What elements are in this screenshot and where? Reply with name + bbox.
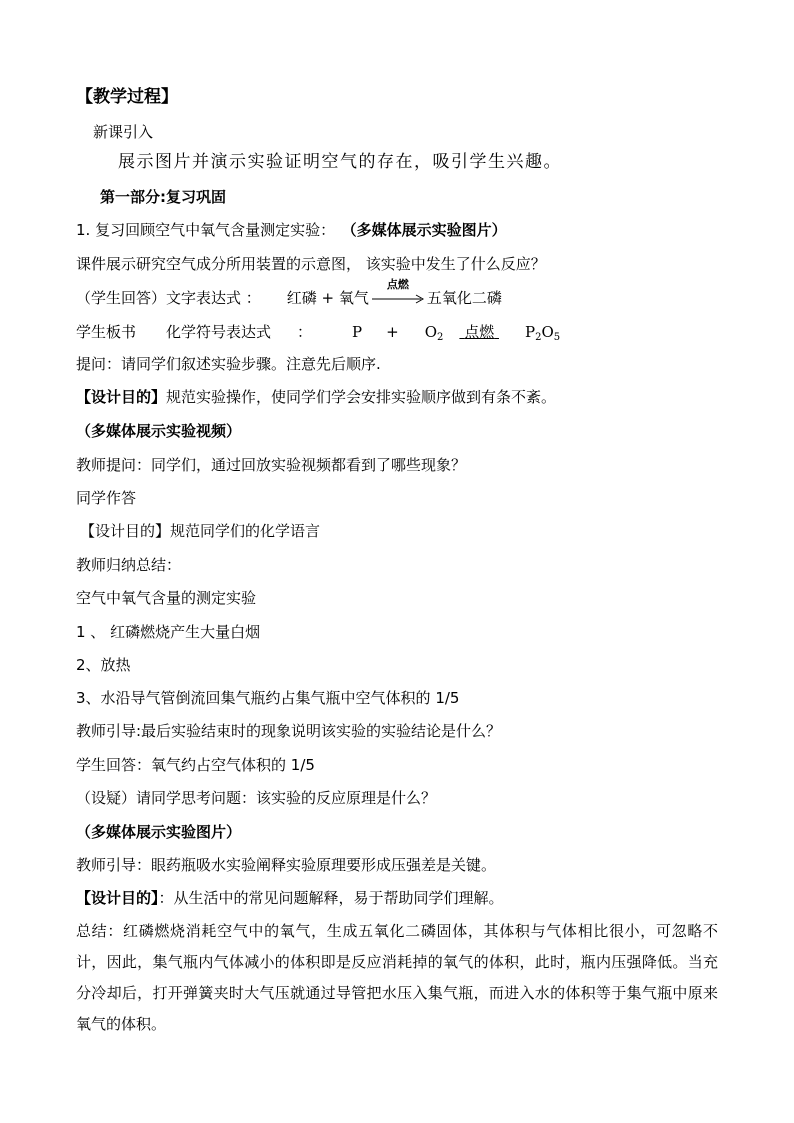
teacher-summary: 教师归纳总结： — [76, 556, 182, 574]
item-one-media-note: （多媒体展示实验图片） — [349, 221, 507, 239]
word-equation — [76, 278, 502, 308]
student-answer: 同学作答 — [76, 489, 137, 507]
design-purpose-3-text: ：从生活中的常见问题解释，易于帮助同学们理解。 — [158, 889, 504, 907]
part-one-heading: 第一部分:复习巩固 — [100, 188, 226, 206]
summary-title: 空气中氧气含量的测定实验 — [76, 589, 257, 607]
reaction-arrow — [371, 278, 425, 308]
reaction-condition: 点燃 — [386, 278, 409, 291]
teacher-question: 教师提问：同学们，通过回放实验视频都看到了哪些现象？ — [76, 456, 467, 474]
section-heading: 【教学过程】 — [76, 87, 178, 107]
design-purpose-3-tag: 【设计目的】 — [76, 889, 159, 907]
courseware-question: 课件展示研究空气成分所用装置的示意图， 该实验中发生了什么反应？ — [76, 255, 546, 273]
symbol-equation-colon: ： — [297, 323, 313, 341]
steps-question: 提问：请同学们叙述实验步骤。注意先后顺序. — [76, 355, 381, 373]
design-purpose-2: 【设计目的】规范同学们的化学语言 — [80, 522, 321, 540]
intro-text: 展示图片并演示实验证明空气的存在，吸引学生兴趣。 — [118, 152, 562, 172]
word-equation-reactants: 红磷 + 氧气 — [286, 289, 369, 307]
symbol-equation — [76, 322, 560, 342]
design-purpose-text: 规范实验操作，使同学们学会安排实验顺序做到有条不紊。 — [166, 388, 557, 406]
item-one-text: 1. 复习回顾空气中氧气含量测定实验： — [76, 221, 336, 239]
teacher-guide-2: 教师引导：眼药瓶吸水实验阐释实验原理要形成压强差是关键。 — [76, 856, 497, 874]
board-label: 学生板书 — [76, 323, 137, 341]
symbol-condition: 点燃 — [464, 323, 495, 341]
phenomenon-2: 2、放热 — [76, 656, 131, 674]
design-purpose-3 — [76, 888, 504, 908]
phenomenon-3: 3、水沿导气管倒流回集气瓶约占集气瓶中空气体积的 1/5 — [76, 689, 460, 707]
phenomenon-1: 1 、 红磷燃烧产生大量白烟 — [76, 623, 261, 641]
p2o5-formula: $P_2O_5$ — [524, 323, 561, 343]
plus-sign: + — [386, 323, 399, 341]
doubt-question: （设疑）请同学思考问题：该实验的反应原理是什么？ — [76, 789, 437, 807]
teacher-guide-1: 教师引导:最后实验结束时的现象说明该实验的实验结论是什么？ — [76, 722, 502, 740]
symbol-equation-label: 化学符号表达式 — [166, 323, 272, 341]
media-video-note: （多媒体展示实验视频） — [76, 422, 242, 440]
phosphorus-symbol: P — [352, 323, 363, 341]
student-reply: 学生回答：氧气约占空气体积的 1/5 — [76, 756, 315, 774]
conclusion-paragraph: 总结：红磷燃烧消耗空气中的氧气，生成五氧化二磷固体，其体积与气体相比很小，可忽略不计，因此，集气瓶内气体减小的体积即是反应消耗掉的氧气的体积，此时，瓶内压强降低。当充分冷却后，打开弹簧夹时大气压就通过导管把水压入集气瓶，而进入水的体积等于集气瓶中原来氧气的体积。 — [76, 922, 718, 1033]
word-equation-product: 五氧化二磷 — [426, 289, 502, 307]
new-lesson-label: 新课引入 — [93, 123, 154, 141]
word-equation-label: （学生回答）文字表达式 ： — [76, 289, 261, 307]
design-purpose-tag: 【设计目的】 — [76, 388, 167, 406]
oxygen-symbol: $O_2$ — [424, 323, 444, 343]
design-purpose-1 — [76, 387, 556, 407]
item-one — [76, 220, 507, 240]
media-images-note: （多媒体展示实验图片） — [76, 823, 242, 841]
